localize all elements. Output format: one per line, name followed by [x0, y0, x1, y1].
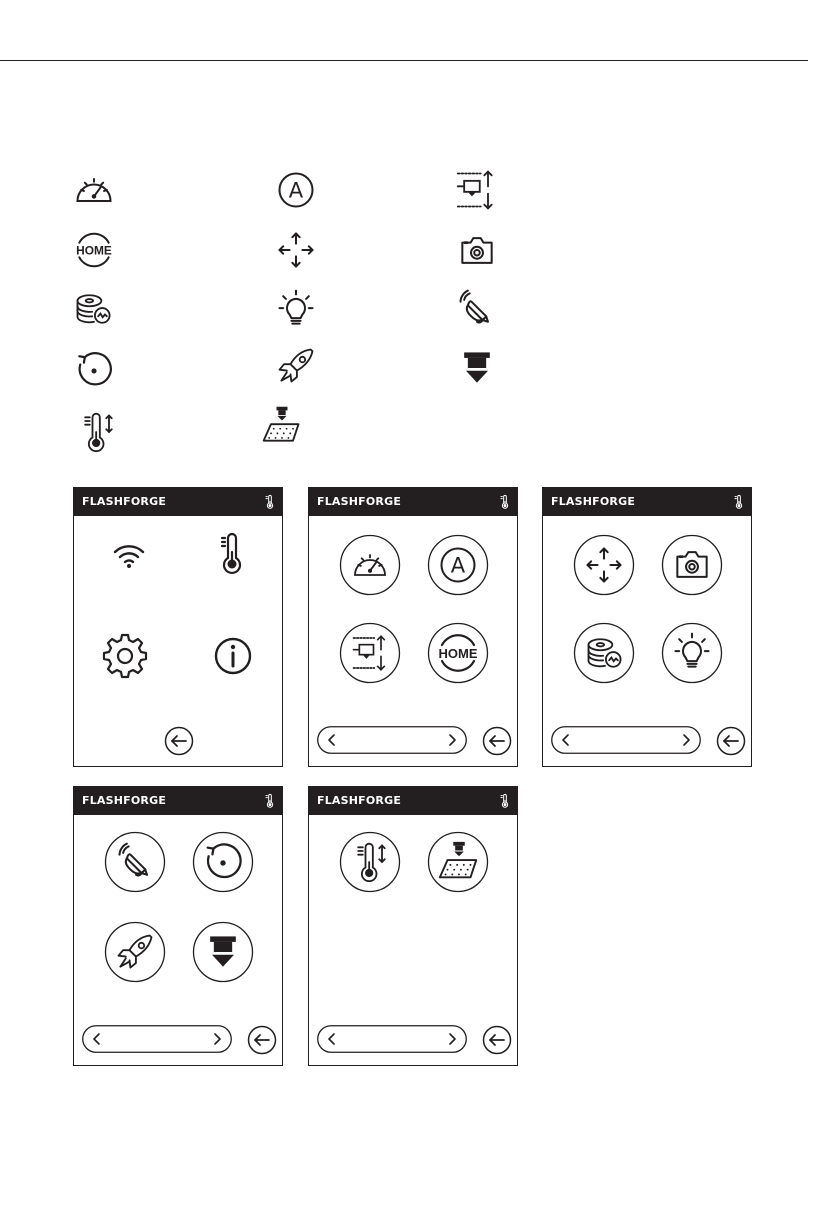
nozzle-z-offset-icon — [455, 168, 499, 212]
print-bed-button[interactable] — [427, 831, 489, 893]
screen-page-4 — [73, 786, 283, 1066]
screen-page-5 — [308, 786, 518, 1066]
speedometer-icon — [72, 168, 116, 212]
rocket-icon — [274, 344, 318, 388]
page-navigation-bar[interactable] — [317, 1025, 467, 1053]
screen-page-3 — [542, 487, 752, 767]
thermometer-button[interactable] — [201, 523, 263, 585]
screen-page-2 — [308, 487, 518, 767]
z-offset-button[interactable] — [339, 622, 401, 684]
auto-letter-a-icon — [274, 168, 318, 212]
back-button[interactable] — [482, 1025, 512, 1055]
thermometer-adjust-icon — [76, 410, 120, 454]
extruder-icon — [455, 346, 499, 390]
alarm-button[interactable] — [104, 831, 166, 893]
brand-logo: FLASHFORGE — [317, 495, 402, 508]
back-button[interactable] — [716, 726, 746, 756]
page-navigation-bar[interactable] — [82, 1025, 232, 1053]
light-bulb-icon — [274, 287, 318, 331]
header-thermometer-icon[interactable] — [497, 790, 513, 812]
home-icon — [72, 228, 116, 272]
move-arrows-icon — [274, 228, 318, 272]
auto-level-button[interactable] — [427, 534, 489, 596]
camera-button[interactable] — [661, 534, 723, 596]
page-navigation-bar[interactable] — [551, 726, 701, 754]
brand-logo: FLASHFORGE — [82, 495, 167, 508]
next-page-chevron-icon — [215, 1034, 220, 1044]
next-page-chevron-icon — [450, 735, 455, 745]
screen-page-1 — [73, 487, 283, 767]
temperature-adjust-button[interactable] — [339, 831, 401, 893]
prev-page-chevron-icon — [329, 735, 334, 745]
prev-page-chevron-icon — [329, 1034, 334, 1044]
brand-logo: FLASHFORGE — [82, 794, 167, 807]
reset-button[interactable] — [192, 831, 254, 893]
settings-gear-button[interactable] — [94, 625, 156, 687]
screen-header — [74, 787, 282, 815]
home-button[interactable] — [427, 622, 489, 684]
back-button[interactable] — [164, 726, 194, 756]
top-divider-line — [0, 60, 808, 61]
back-button[interactable] — [482, 726, 512, 756]
header-thermometer-icon[interactable] — [262, 790, 278, 812]
print-bed-icon — [260, 404, 304, 448]
next-page-chevron-icon — [684, 735, 689, 745]
screen-header — [74, 488, 282, 516]
filament-button[interactable] — [573, 622, 635, 684]
camera-icon — [455, 228, 499, 272]
move-axes-button[interactable] — [573, 534, 635, 596]
reset-circle-icon — [72, 348, 116, 392]
screen-header — [543, 488, 751, 516]
header-thermometer-icon[interactable] — [262, 491, 278, 513]
header-thermometer-icon[interactable] — [497, 491, 513, 513]
screen-header — [309, 787, 517, 815]
alarm-bell-icon — [455, 287, 499, 331]
speed-button[interactable] — [339, 534, 401, 596]
info-button[interactable] — [202, 625, 264, 687]
header-thermometer-icon[interactable] — [731, 491, 747, 513]
brand-logo: FLASHFORGE — [551, 495, 636, 508]
brand-logo: FLASHFORGE — [317, 794, 402, 807]
screen-header — [309, 488, 517, 516]
next-page-chevron-icon — [450, 1034, 455, 1044]
extruder-button[interactable] — [192, 921, 254, 983]
light-button[interactable] — [661, 622, 723, 684]
prev-page-chevron-icon — [563, 735, 568, 745]
back-button[interactable] — [247, 1025, 277, 1055]
page-navigation-bar[interactable] — [317, 726, 467, 754]
wifi-button[interactable] — [98, 523, 160, 585]
performance-boost-button[interactable] — [104, 921, 166, 983]
filament-spool-icon — [72, 287, 116, 331]
prev-page-chevron-icon — [94, 1034, 99, 1044]
